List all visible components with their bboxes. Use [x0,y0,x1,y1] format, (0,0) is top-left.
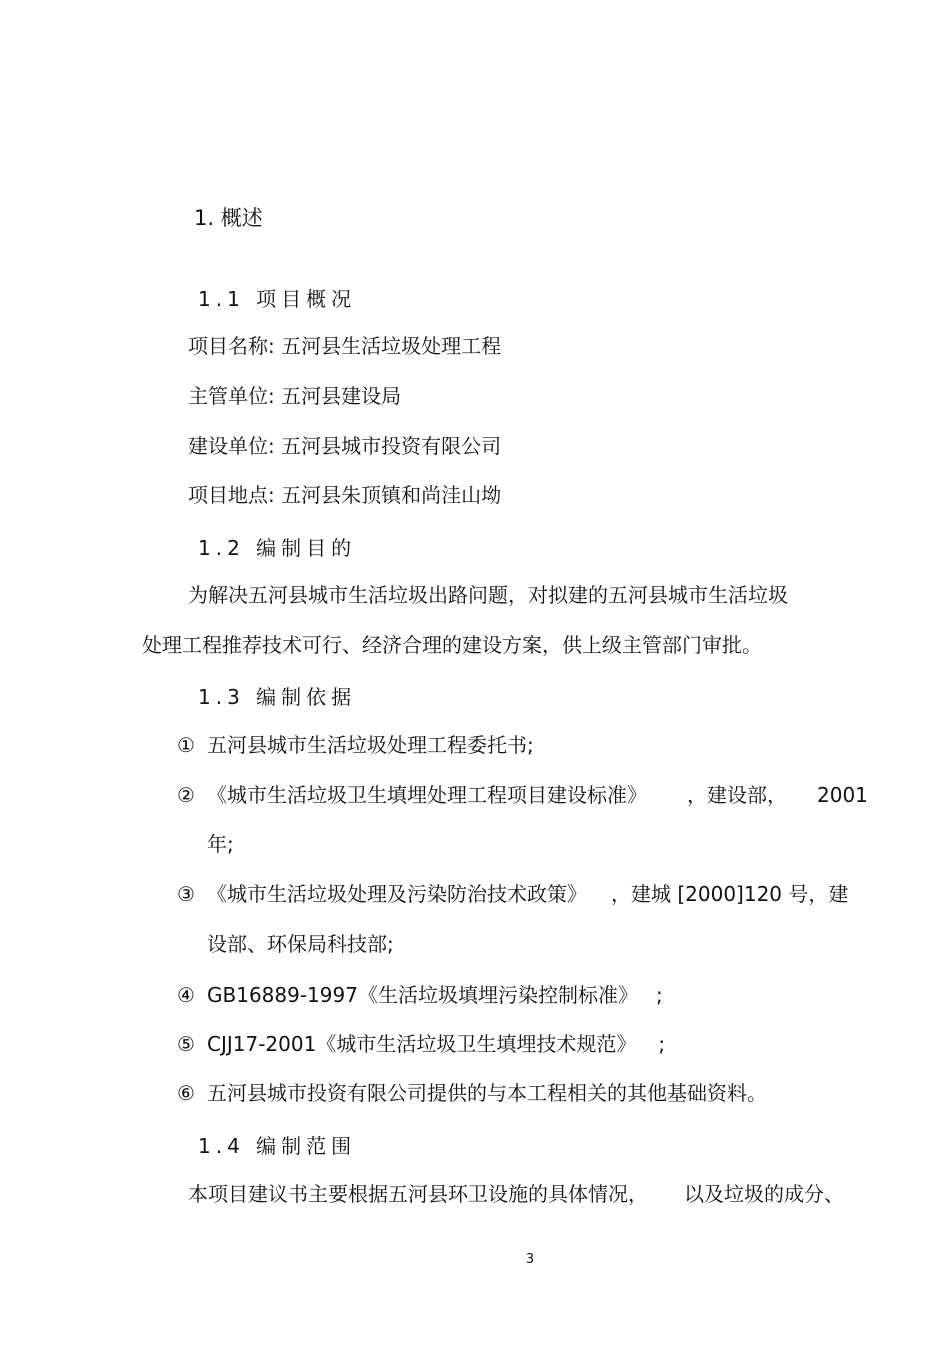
purpose-paragraph-line-2: 处理工程推荐技术可行、经济合理的建设方案，供上级主管部门审批。 [142,633,762,657]
reference-item-3-continuation: 设部、环保局科技部; [207,932,394,956]
construction-unit-line [188,433,501,459]
field-value: 五河县建设局 [281,384,402,408]
reference-number: ⑥ [177,1081,195,1105]
reference-year: 2001 [817,783,868,807]
scope-text: 本项目建议书主要根据五河县环卫设施的具体情况， [188,1182,648,1206]
reference-text: ，建城 [2000]120 号，建 [611,882,849,906]
supervising-unit-line [188,383,401,409]
purpose-paragraph-line-1: 为解决五河县城市生活垃圾出路问题，对拟建的五河县城市生活垃圾 [188,583,788,607]
project-location-line [188,482,501,508]
field-label: 项目名称: [188,334,275,358]
reference-item-6 [177,1080,767,1106]
reference-text: 《城市生活垃圾卫生填埋处理工程项目建设标准》 [207,783,647,807]
reference-number: ⑤ [177,1032,195,1056]
section-1-4-heading: 1.4 编制范围 [198,1134,357,1158]
section-1-heading: 1. 概述 [194,206,263,230]
section-1-3-heading: 1.3 编制依据 [198,685,357,709]
reference-number: ③ [177,882,195,906]
field-label: 项目地点: [188,483,275,507]
field-value: 五河县生活垃圾处理工程 [281,334,502,358]
reference-item-4 [177,982,663,1008]
reference-item-2 [177,782,868,808]
reference-text: 五河县城市生活垃圾处理工程委托书; [207,733,534,757]
reference-number: ① [177,733,195,757]
reference-text: 五河县城市投资有限公司提供的与本工程相关的其他基础资料。 [207,1081,767,1105]
reference-item-3 [177,881,848,907]
project-name-line [188,333,501,359]
reference-text: ; [655,983,663,1007]
field-value: 五河县朱顶镇和尚洼山坳 [281,483,502,507]
reference-number: ② [177,783,195,807]
field-label: 建设单位: [188,434,275,458]
field-label: 主管单位: [188,384,275,408]
field-value: 五河县城市投资有限公司 [281,434,502,458]
reference-text: ，建设部， [687,783,787,807]
scope-paragraph-line-1 [188,1181,844,1207]
page-number: 3 [525,1252,535,1267]
reference-item-2-continuation: 年; [207,832,234,856]
reference-text: CJJ17-2001《城市生活垃圾卫生填埋技术规范》 [207,1032,637,1056]
section-1-2-heading: 1.2 编制目的 [198,536,357,560]
section-1-1-heading: 1.1 项目概况 [198,287,357,311]
reference-number: ④ [177,983,195,1007]
reference-text: ; [658,1032,666,1056]
scope-text: 以及垃圾的成分、 [684,1182,844,1206]
reference-text: 《城市生活垃圾处理及污染防治技术政策》 [207,882,587,906]
reference-text: GB16889-1997《生活垃圾填埋污染控制标准》 [207,983,638,1007]
reference-item-1 [177,732,534,758]
reference-item-5 [177,1031,665,1057]
